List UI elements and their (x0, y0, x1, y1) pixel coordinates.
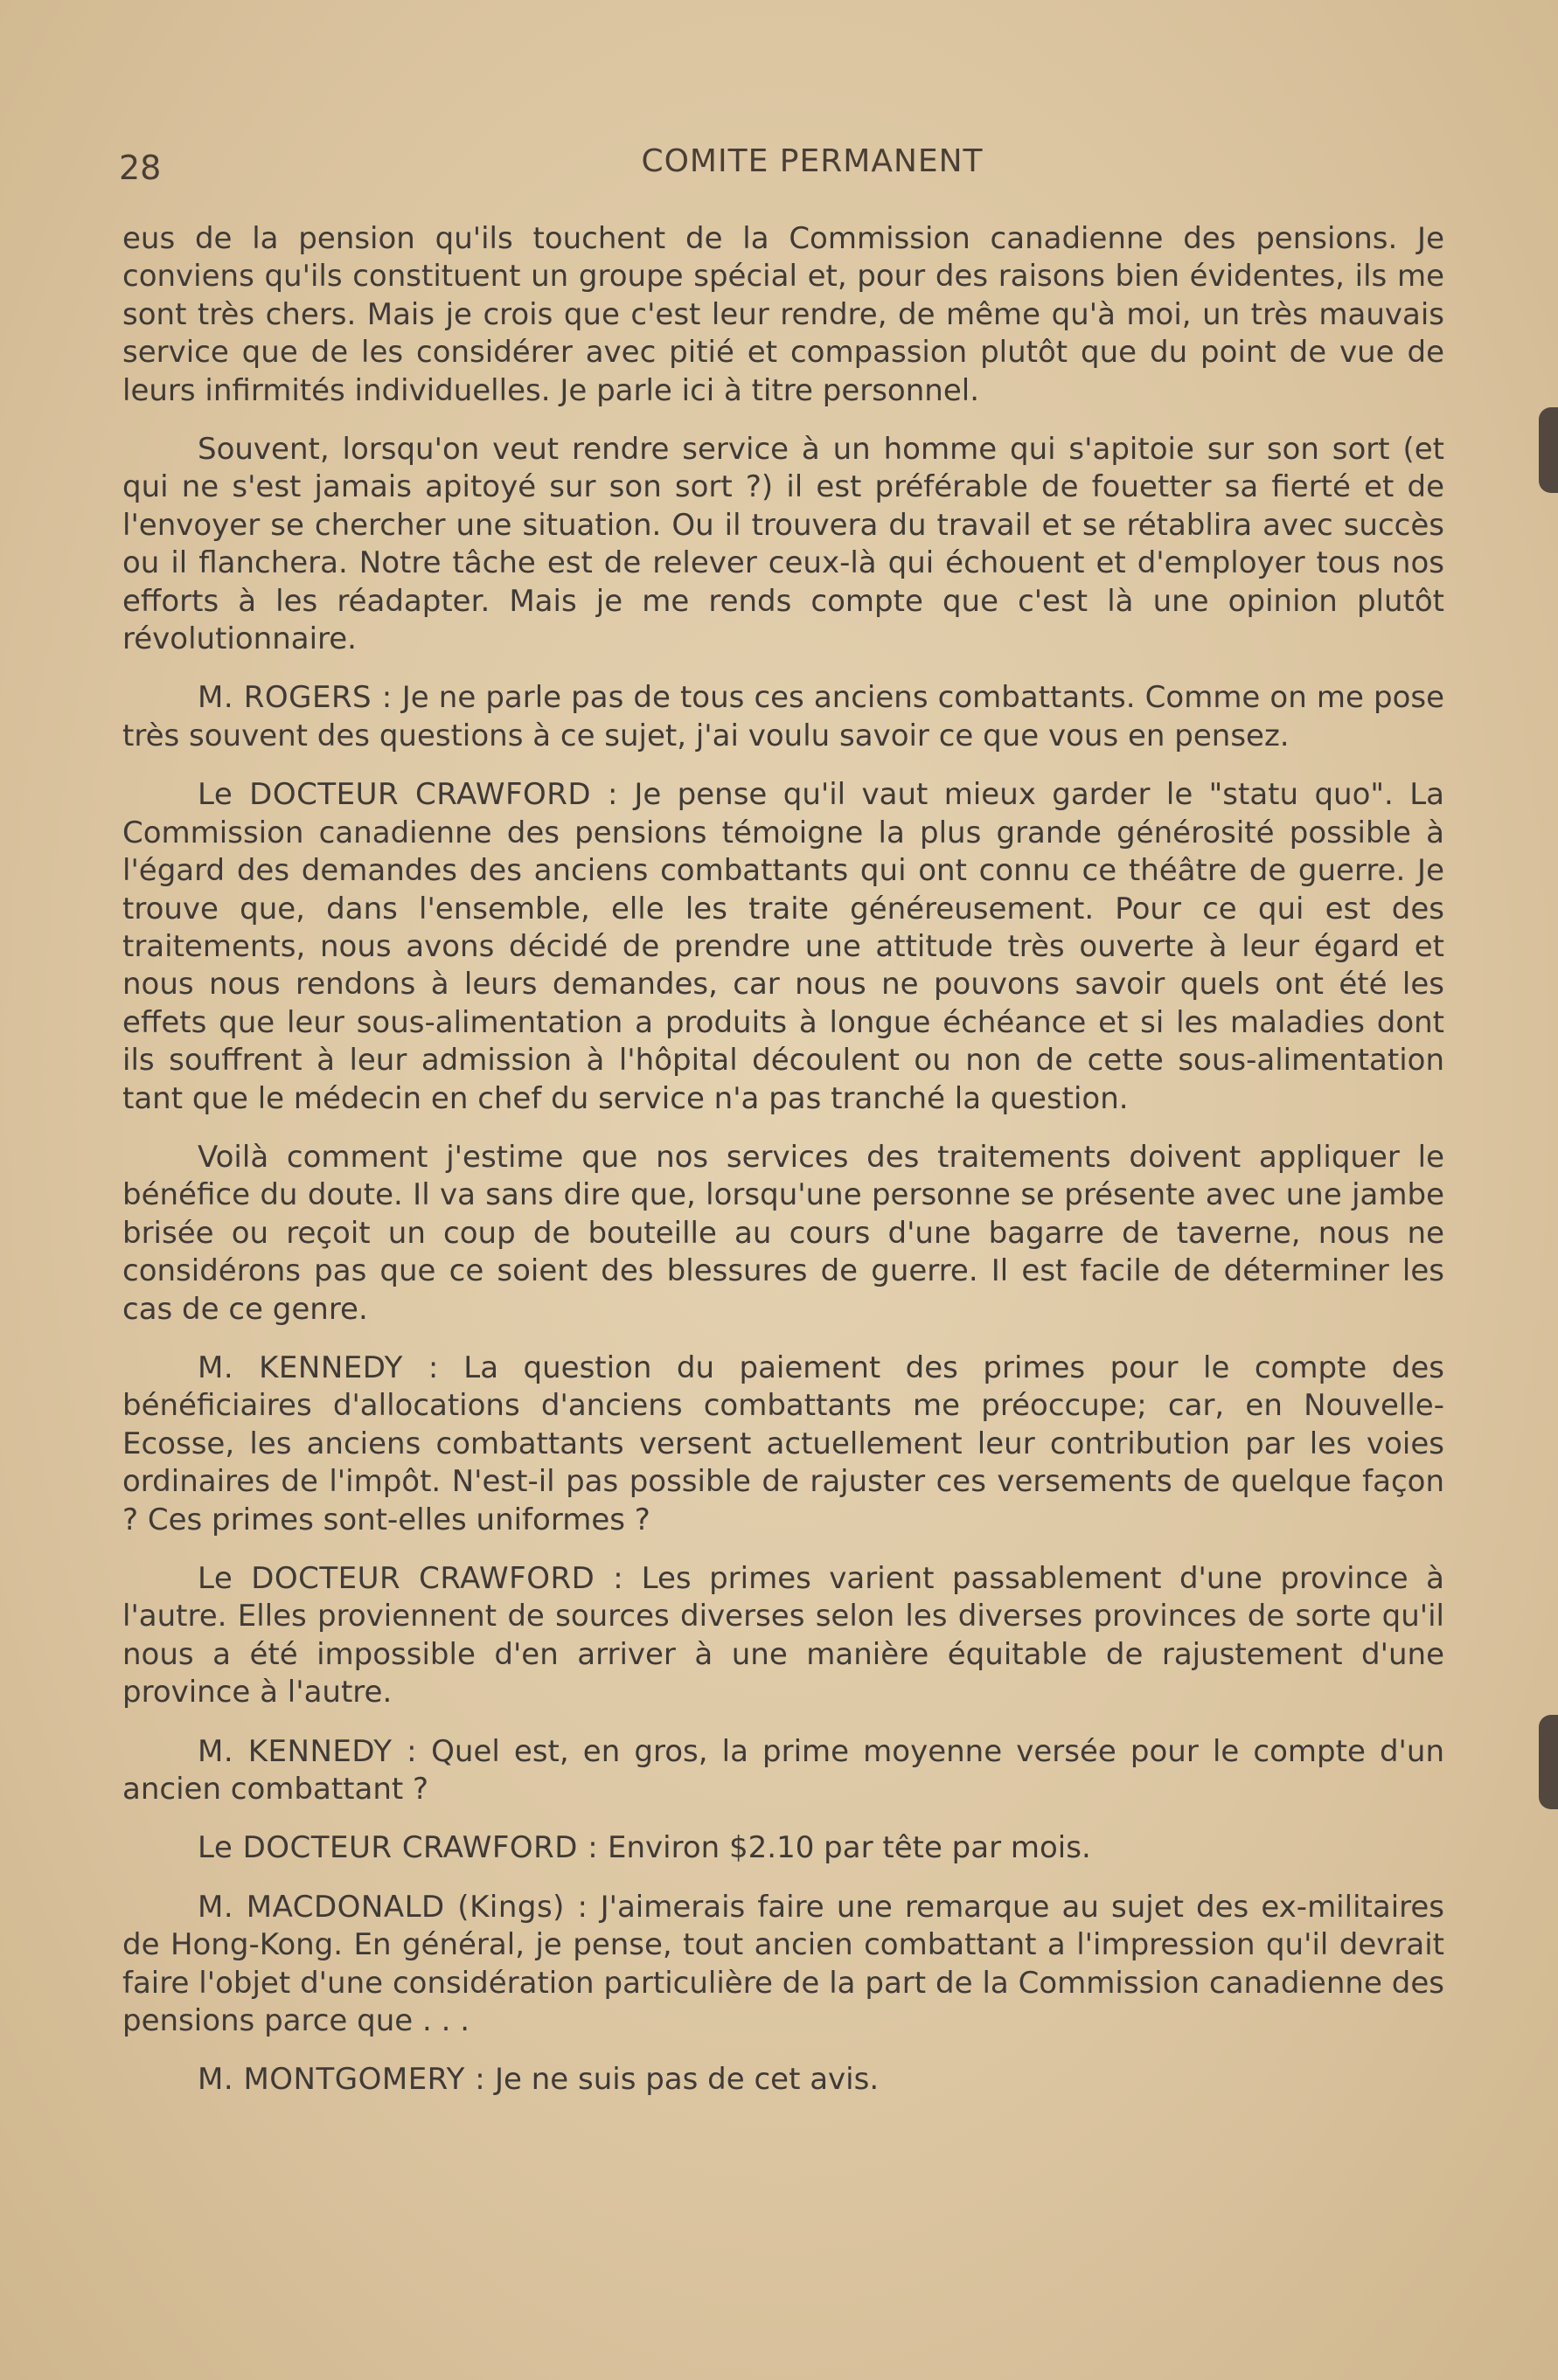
speaker-label: M. KENNEDY : (198, 1733, 418, 1769)
paragraph (122, 1350, 1444, 1539)
paragraph-text: La question du paiement des primes pour le compte des bénéficiaires d'allocations d'anciens combattants me préoccupe; car, en Nouvelle-Ecosse, les anciens combattants versent actuellement leur contribution par les voies ordinaires de l'impôt. N'est-il pas possible de rajuster ces versements de quelque façon ? Ces primes sont-elles uniformes ? (122, 1350, 1444, 1537)
paragraph (122, 220, 1444, 410)
paragraph-text: Souvent, lorsqu'on veut rendre service à un homme qui s'apitoie sur son sort (et qui ne s'est jamais apitoyé sur son sort ?) il est préférable de fouetter sa fierté et de l'envoyer se chercher une situation. Ou il trouvera du travail et se rétablira avec succès ou il flanchera. Notre tâche est de relever ceux-là qui échouent et d'employer tous nos efforts à les réadapter. Mais je me rends compte que c'est là une opinion plutôt révolutionnaire. (122, 432, 1444, 657)
speaker-label: Le DOCTEUR CRAWFORD : (198, 777, 618, 813)
paragraph-text: Je ne suis pas de cet avis. (485, 2062, 880, 2098)
paragraph-text: Je ne parle pas de tous ces anciens combattants. Comme on me pose très souvent des questions à ce sujet, j'ai voulu savoir ce que vous en pensez. (122, 680, 1444, 753)
paragraph (122, 679, 1444, 755)
paragraph (122, 776, 1444, 1118)
paragraph-text: Quel est, en gros, la prime moyenne versée pour le compte d'un ancien combattant ? (122, 1733, 1444, 1808)
paragraph-text: eus de la pension qu'ils touchent de la Commission canadienne des pensions. Je conviens qu'ils constituent un groupe spécial et, pour des raisons bien évidentes, ils me sont très chers. Mais je crois que c'est leur rendre, de même qu'à moi, un très mauvais service que de les considérer avec pitié et compassion plutôt que du point de vue de leurs infirmités individuelles. Je parle ici à titre personnel. (122, 221, 1444, 408)
paragraph (122, 431, 1444, 658)
paragraph-text: Les primes varient passablement d'une province à l'autre. Elles proviennent de sources diverses selon les diverses provinces de sorte qu'il nous a été impossible d'en arriver à une manière équitable de rajustement d'une province à l'autre. (122, 1561, 1445, 1710)
paragraph-text: Je pense qu'il vaut mieux garder le "statu quo". La Commission canadienne des pensions témoigne la plus grande générosité possible à l'égard des demandes des anciens combattants qui ont connu ce théâtre de guerre. Je trouve que, dans l'ensemble, elle les traite généreusement. Pour ce qui est des traitements, nous avons décidé de prendre une attitude très ouverte à leur égard et nous nous rendons à leurs demandes, car nous ne pouvons savoir quels ont été les effets que leur sous-alimentation a produits à longue échéance et si les maladies dont ils souffrent à leur admission à l'hôpital découlent ou non de cette sous-alimentation tant que le médecin en chef du service n'a pas tranché la question. (122, 777, 1444, 1116)
paragraph (122, 2061, 1444, 2099)
paragraph (122, 1139, 1444, 1329)
page-number: 28 (119, 149, 162, 187)
speaker-label: M. MONTGOMERY : (198, 2062, 486, 2098)
speaker-label: Le DOCTEUR CRAWFORD : (198, 1830, 599, 1866)
binding-edge-mark (1539, 407, 1558, 493)
paragraph (122, 1560, 1444, 1712)
paragraph (122, 1829, 1444, 1867)
paragraph-text: Voilà comment j'estime que nos services des traitements doivent appliquer le bénéfice du doute. Il va sans dire que, lorsqu'une personne se présente avec une jambe brisée ou reçoit un coup de bouteille au cours d'une bagarre de taverne, nous ne considérons pas que ce soient des blessures de guerre. Il est facile de déterminer les cas de ce genre. (122, 1139, 1444, 1327)
speaker-label: Le DOCTEUR CRAWFORD : (198, 1561, 624, 1596)
speaker-label: M. MACDONALD (Kings) : (198, 1889, 588, 1925)
paragraph (122, 1889, 1444, 2041)
paragraph-text: Environ $2.10 par tête par mois. (598, 1830, 1091, 1866)
speaker-label: M. KENNEDY : (198, 1350, 439, 1385)
running-head: COMITE PERMANENT (641, 143, 984, 179)
paragraph-text: J'aimerais faire une remarque au sujet des ex-militaires de Hong-Kong. En général, je pense, tout ancien combattant a l'impression qu'il devrait faire l'objet d'une considération particulière de la part de la Commission canadienne des pensions parce que . . . (122, 1889, 1445, 2039)
body-text (122, 220, 1444, 2120)
binding-edge-mark (1539, 1715, 1558, 1809)
paragraph (122, 1733, 1444, 1809)
speaker-label: M. ROGERS : (198, 680, 393, 716)
